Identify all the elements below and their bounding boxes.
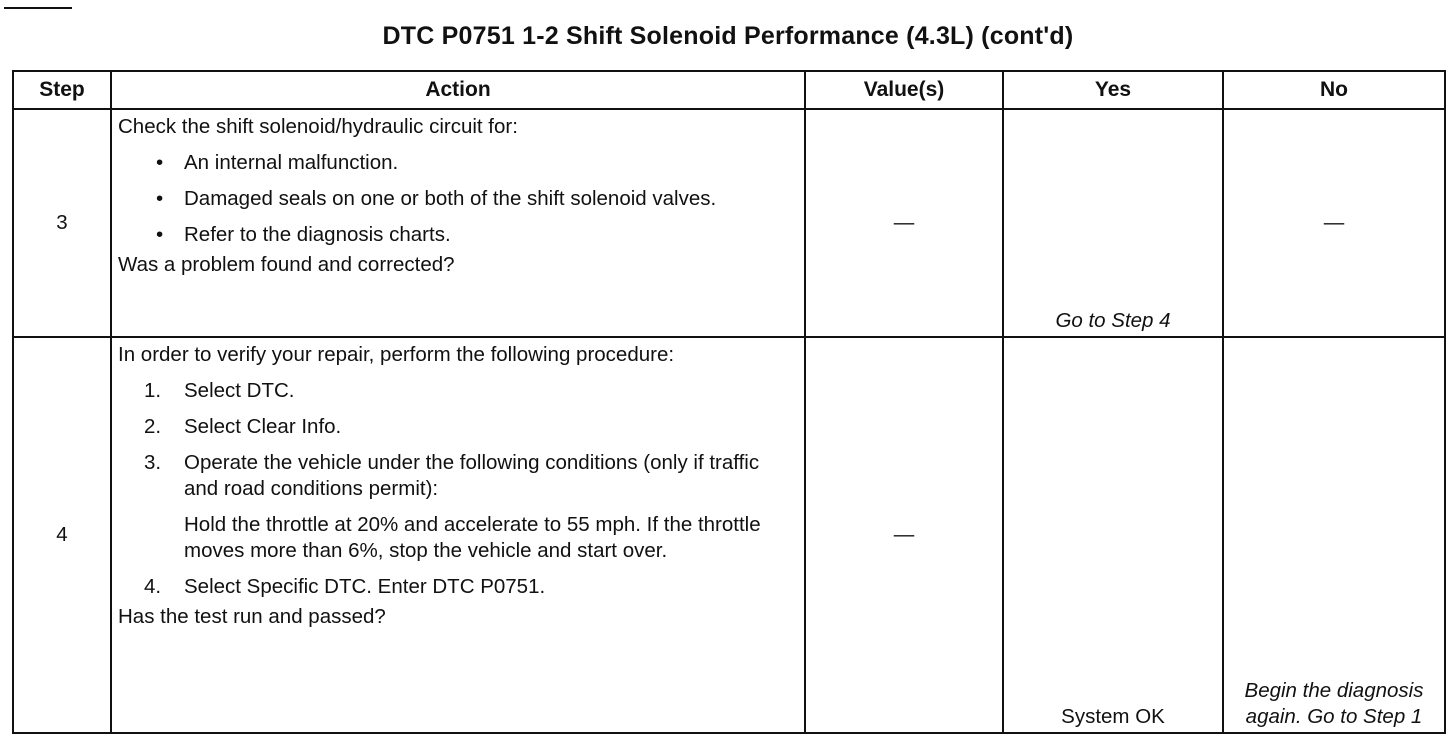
bullet-mark: • — [156, 151, 164, 174]
list-item — [118, 150, 798, 176]
action-cell — [111, 337, 805, 733]
header-values: Value(s) — [805, 71, 1003, 109]
list-item — [118, 186, 798, 212]
procedure-note: Hold the throttle at 20% and accelerate to 55 mph. If the throttle moves more than 6%, stop the vehicle and start over. — [184, 513, 761, 562]
dtc-table — [12, 70, 1446, 734]
header-yes: Yes — [1003, 71, 1223, 109]
step-number: 4 — [13, 337, 111, 733]
action-question: Was a problem found and corrected? — [118, 253, 455, 276]
yes-cell: System OK — [1003, 337, 1223, 733]
list-item — [118, 378, 798, 404]
action-intro: In order to verify your repair, perform the following procedure: — [118, 343, 675, 366]
numbered-list — [118, 574, 798, 600]
values-cell: — — [805, 337, 1003, 733]
item-number: 3. — [144, 451, 162, 474]
item-text: Select DTC. — [184, 379, 295, 402]
header-step: Step — [13, 71, 111, 109]
table-row — [13, 337, 1445, 733]
corner-rule — [4, 7, 72, 9]
header-no: No — [1223, 71, 1445, 109]
table-header-row — [13, 71, 1445, 109]
no-cell: — — [1223, 109, 1445, 337]
numbered-list — [118, 378, 798, 502]
bullet-text: Damaged seals on one or both of the shift solenoid valves. — [184, 187, 717, 210]
page-title: DTC P0751 1-2 Shift Solenoid Performance (4.3L) (cont'd) — [382, 22, 1074, 50]
item-text: Select Specific DTC. Enter DTC P0751. — [184, 575, 546, 598]
bullet-mark: • — [156, 223, 164, 246]
bullet-mark: • — [156, 187, 164, 210]
list-item — [118, 574, 798, 600]
yes-cell: Go to Step 4 — [1003, 109, 1223, 337]
item-text: Operate the vehicle under the following conditions (only if traffic and road conditions permit): — [184, 451, 760, 500]
header-action: Action — [111, 71, 805, 109]
step-number: 3 — [13, 109, 111, 337]
bullet-text: Refer to the diagnosis charts. — [184, 223, 451, 246]
list-item — [118, 450, 798, 502]
item-number: 1. — [144, 379, 162, 402]
action-intro: Check the shift solenoid/hydraulic circuit for: — [118, 115, 518, 138]
item-text: Select Clear Info. — [184, 415, 342, 438]
list-item — [118, 222, 798, 248]
bullet-text: An internal malfunction. — [184, 151, 399, 174]
bullet-list — [118, 150, 798, 248]
no-cell: Begin the diagnosis again. Go to Step 1 — [1223, 337, 1445, 733]
action-cell — [111, 109, 805, 337]
item-number: 4. — [144, 575, 162, 598]
table-row — [13, 109, 1445, 337]
list-item — [118, 414, 798, 440]
item-number: 2. — [144, 415, 162, 438]
action-question: Has the test run and passed? — [118, 605, 386, 628]
values-cell: — — [805, 109, 1003, 337]
